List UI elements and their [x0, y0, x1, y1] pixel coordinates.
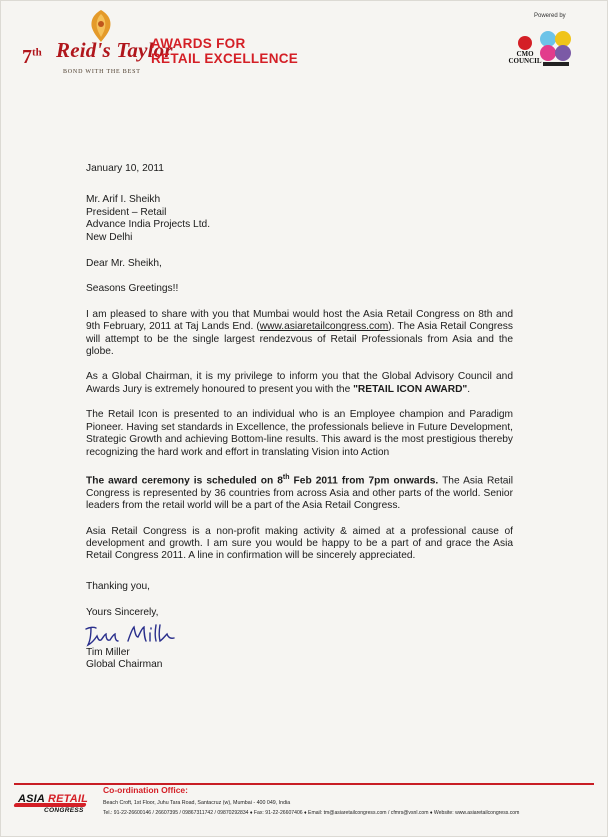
awards-title-line1: AWARDS FOR [151, 36, 246, 51]
paragraph-award [86, 371, 513, 396]
paragraph-award-end: . [467, 383, 471, 395]
recipient-address [86, 194, 513, 244]
closing-line: Yours Sincerely, [86, 607, 159, 618]
cmo-asia-logo-icon [537, 28, 575, 68]
ceremony-date-end: Feb 2011 from 7pm onwards. [289, 475, 439, 487]
asia-retail-congress-logo [14, 791, 89, 819]
cmo-council-mark-icon [518, 36, 532, 50]
paragraph-congress-start: I am pleased to share with you that Mumbai would host the Asia Retail Congress on 8th and 9th February, 2011 at Taj Lands End. ( [86, 308, 513, 333]
paragraph-retail-icon: The Retail Icon is presented to an individual who is an Employee champion and Paradigm Pioneer. Having set standards in Excellence, the professionals believe in Future Development, Strategic Growth and achieving Bottom-line results. This award is the most prestigious thereby recognizing the hard work and effort in translating Vision into Action [86, 409, 513, 458]
ceremony-date-start: The award ceremony is scheduled on 8 [86, 475, 283, 487]
edition-number [22, 46, 42, 69]
edition-number-value: 7 [22, 46, 32, 68]
paragraph-award-text: As a Global Chairman, it is my privilege to inform you that the Global Advisory Council and Awards Jury is extremely honoured to present you with the [86, 371, 513, 395]
logo-word-asia: ASIA [18, 793, 45, 805]
paragraph-congress-end: ). The Asia Retail Congress will attempt to be the single largest rendezvous of Retail Professionals from Asia and the globe. [86, 321, 513, 358]
logo-wordmark [18, 793, 88, 805]
signer-title: Global Chairman [86, 659, 163, 671]
awards-title [151, 36, 298, 66]
cmo-council-line2: COUNCIL [508, 57, 542, 65]
greeting: Seasons Greetings!! [86, 283, 179, 295]
award-name: "RETAIL ICON AWARD" [353, 383, 468, 395]
letter-body [86, 163, 513, 563]
paragraph-nonprofit: Asia Retail Congress is a non-profit making activity & aimed at a professional cause of development and growth. I am sure you would be happy to be a part of and grace the Asia Retail Congress 2011. A line in confirmation will be sincerely appreciated. [86, 525, 513, 562]
letter-date: January 10, 2011 [86, 163, 164, 174]
paragraph-ceremony [86, 472, 513, 513]
powered-by-label: Powered by [534, 13, 566, 19]
coordination-contacts: Tel.: 91-22-26600146 / 26607395 / 09867311742 / 09870292834 ♦ Fax: 91-22-26607406 ♦ Email: tm@asiaretailcongress.com / cfmrs@vsnl.com ♦ Website: www.asiaretailcongress.com [103, 810, 520, 816]
signer-name: Tim Miller [86, 647, 130, 658]
recipient-company: Advance India Projects Ltd. [86, 219, 211, 231]
coordination-office-title: Co-ordination Office: [103, 785, 188, 795]
coordination-address: Beach Croft, 1st Floor, Juhu Tara Road, Santacruz (w), Mumbai - 400 049, India [103, 800, 291, 806]
awards-title-line2: RETAIL EXCELLENCE [151, 51, 299, 66]
logo-word-retail: RETAIL [47, 793, 89, 805]
thanks-line: Thanking you, [86, 581, 150, 592]
edition-suffix: th [32, 46, 42, 59]
brand-tagline: BOND WITH THE BEST [63, 69, 141, 75]
brand-name: Reid's Taylor [56, 38, 173, 62]
salutation: Dear Mr. Sheikh, [86, 258, 162, 270]
recipient-title: President – Retail [86, 206, 167, 218]
signer-block [86, 647, 162, 672]
recipient-city: New Delhi [86, 231, 133, 243]
paragraph-ceremony-rest: The Asia Retail Congress is represented by 36 countries from across Asia and other parts of the world. Senior leaders from the retail world will be a part of the Asia Retail Congress. [86, 475, 513, 512]
cmo-council-line1: CMO [516, 50, 534, 58]
paragraph-congress [86, 309, 513, 359]
recipient-name: Mr. Arif I. Sheikh [86, 194, 161, 206]
footer-divider [14, 783, 594, 785]
ceremony-date-suffix: th [282, 473, 290, 481]
website-link[interactable]: www.asiaretailcongress.com [259, 321, 389, 333]
logo-word-congress: CONGRESS [44, 807, 84, 814]
